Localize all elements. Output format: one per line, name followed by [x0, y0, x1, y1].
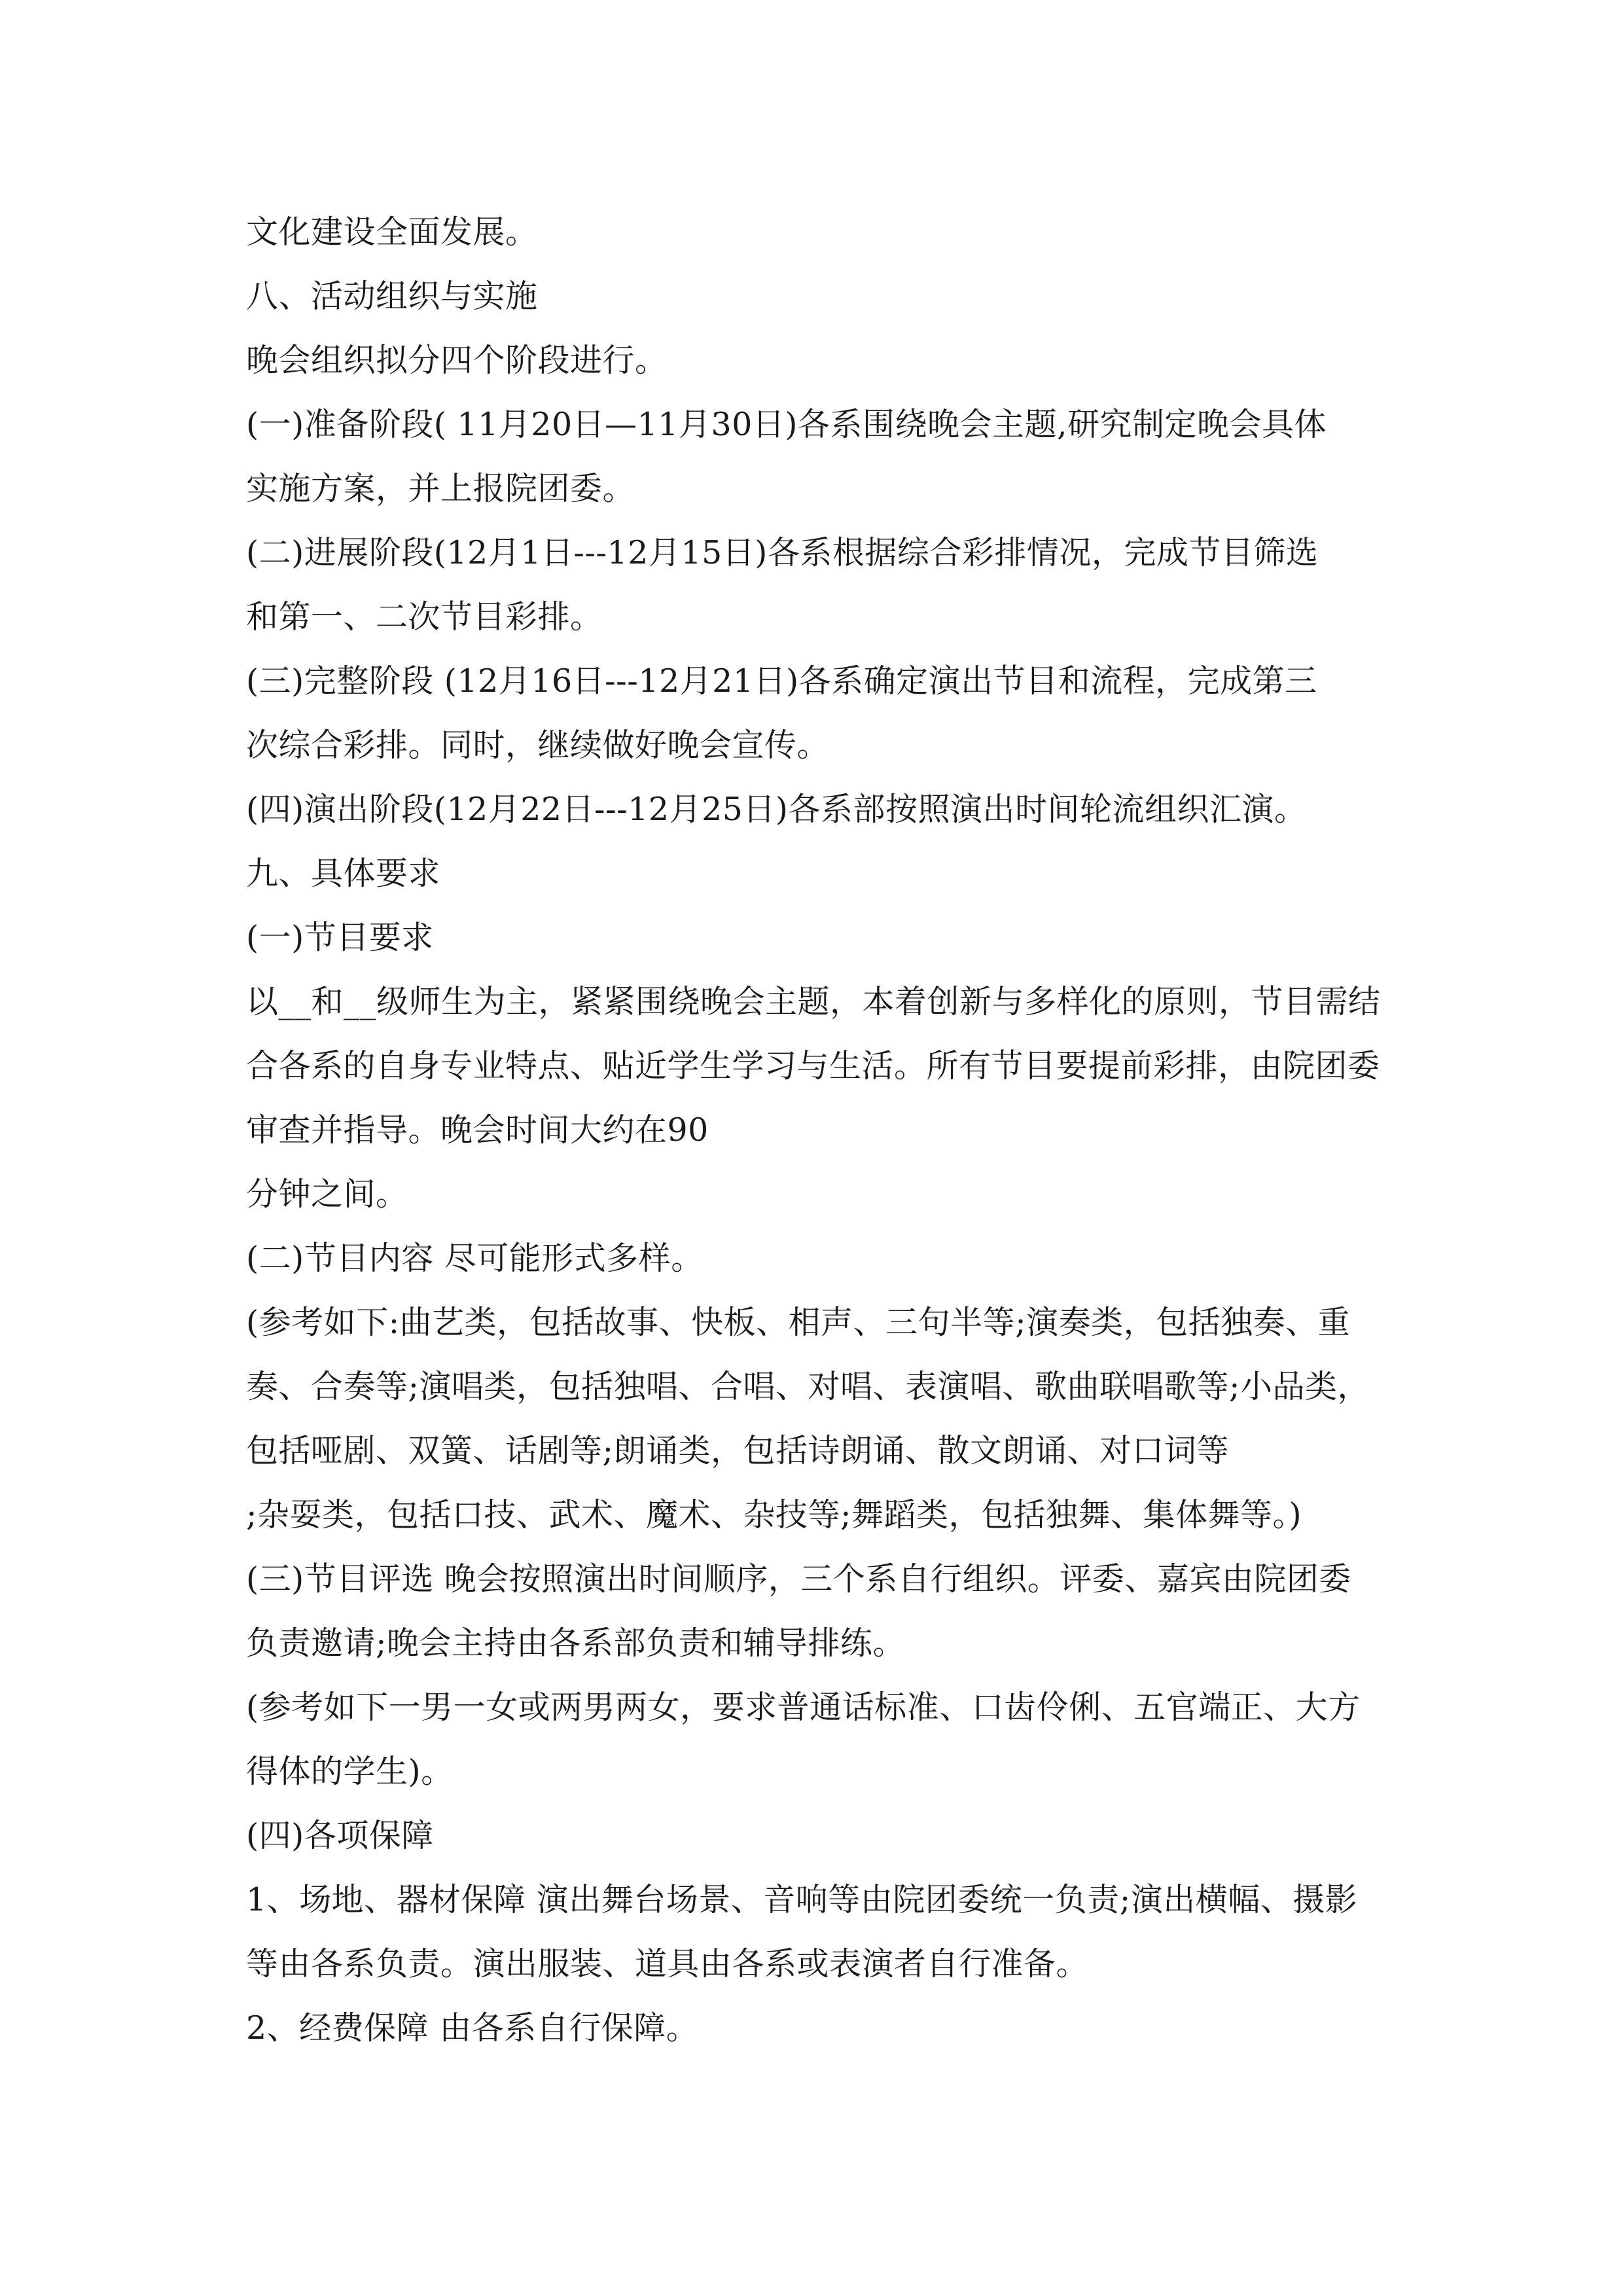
body-line: (二)节目内容 尽可能形式多样。 — [246, 1240, 704, 1277]
body-line: 实施方案，并上报院团委。 — [246, 470, 635, 507]
body-line: (参考如下一男一女或两男两女，要求普通话标准、口齿伶俐、五官端正、大方 — [246, 1689, 1361, 1726]
body-line: 晚会组织拟分四个阶段进行。 — [246, 342, 668, 379]
body-line: 以__和__级师生为主，紧紧围绕晚会主题，本着创新与多样化的原则，节目需结 — [246, 983, 1381, 1020]
body-line: (四)演出阶段(12月22日---12月25日)各系部按照演出时间轮流组织汇演。 — [246, 791, 1307, 828]
body-line: 次综合彩排。同时，继续做好晚会宣传。 — [246, 726, 830, 764]
body-line: 奏、合奏等;演唱类，包括独唱、合唱、对唱、表演唱、歌曲联唱歌等;小品类， — [246, 1368, 1370, 1405]
document-body — [246, 200, 1398, 2060]
section-heading: 九、具体要求 — [246, 855, 441, 892]
body-line: 等由各系负责。演出服装、道具由各系或表演者自行准备。 — [246, 1945, 1089, 1982]
body-line: 审查并指导。晚会时间大约在90 — [246, 1111, 709, 1149]
body-line: 文化建设全面发展。 — [246, 213, 538, 251]
body-line: 分钟之间。 — [246, 1175, 408, 1213]
body-line: (参考如下:曲艺类，包括故事、快板、相声、三句半等;演奏类，包括独奏、重 — [246, 1304, 1351, 1341]
body-line: 合各系的自身专业特点、贴近学生学习与生活。所有节目要提前彩排，由院团委 — [246, 1047, 1380, 1085]
body-line: (二)进展阶段(12月1日---12月15日)各系根据综合彩排情况，完成节目筛选 — [246, 534, 1319, 571]
subsection-heading: (一)节目要求 — [246, 919, 434, 956]
body-line: 2、经费保障 由各系自行保障。 — [246, 2009, 699, 2047]
body-line: 负责邀请;晚会主持由各系部负责和辅导排练。 — [246, 1624, 906, 1662]
body-line: ;杂耍类，包括口技、武术、魔术、杂技等;舞蹈类，包括独舞、集体舞等。) — [246, 1496, 1302, 1534]
body-line: 得体的学生)。 — [246, 1753, 454, 1790]
body-line: (一)准备阶段( 11月20日—11月30日)各系围绕晚会主题,研究制定晚会具体 — [246, 406, 1327, 443]
body-line: 和第一、二次节目彩排。 — [246, 598, 603, 636]
body-line: 1、场地、器材保障 演出舞台场景、音响等由院团委统一负责;演出横幅、摄影 — [246, 1881, 1358, 1918]
subsection-heading: (四)各项保障 — [246, 1817, 434, 1854]
section-heading: 八、活动组织与实施 — [246, 278, 538, 315]
body-line: (三)完整阶段 (12月16日---12月21日)各系确定演出节目和流程，完成第三 — [246, 662, 1317, 700]
body-line: (三)节目评选 晚会按照演出时间顺序，三个系自行组织。评委、嘉宾由院团委 — [246, 1560, 1351, 1598]
body-line: 包括哑剧、双簧、话剧等;朗诵类，包括诗朗诵、散文朗诵、对口词等 — [246, 1432, 1230, 1469]
